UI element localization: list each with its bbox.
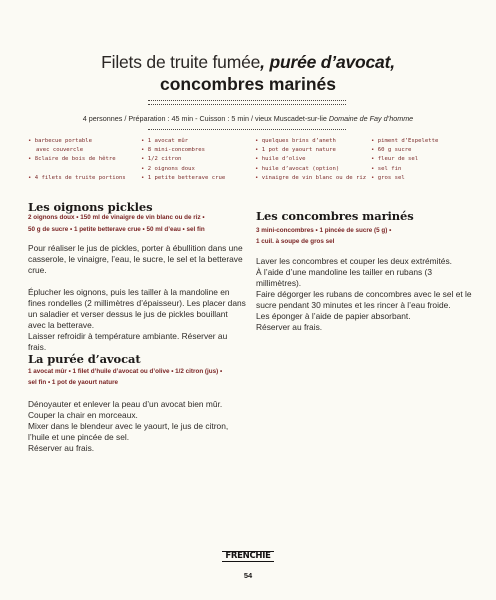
instruction-paragraph: Réserver au frais. xyxy=(28,443,95,453)
ingredient-item: • vinaigre de vin blanc ou de riz xyxy=(255,174,367,181)
ingredient-item: • fleur de sel xyxy=(371,156,419,163)
pickles-ingredients-line-2: 50 g de sucre • 1 petite betterave crue • 50 ml d’eau • sel fin xyxy=(28,226,205,233)
instruction-paragraph: Mixer dans le blendeur avec le yaourt, le jus de citron, l’huile et une pincée de sel. xyxy=(28,421,229,442)
recipe-title xyxy=(0,52,496,95)
avocat-ingredients-line-2: sel fin • 1 pot de yaourt nature xyxy=(28,379,119,386)
ingredient-item: • gros sel xyxy=(371,174,405,181)
ingredients-col-3 xyxy=(255,137,365,183)
instruction-paragraph: À l’aide d’une mandoline les tailler en rubans (3 millimètres). xyxy=(256,267,432,288)
ingredient-item: • 60 g sucre xyxy=(371,147,412,154)
ingredient-item: • piment d’Espelette xyxy=(371,138,439,144)
instruction-paragraph: Dénoyauter et enlever la peau d’un avocat bien mûr. Couper la chair en morceaux. xyxy=(28,399,223,420)
concombres-heading: Les concombres marinés xyxy=(256,209,414,223)
instruction-paragraph: Laver les concombres et couper les deux extrémités. xyxy=(256,256,452,266)
instruction-paragraph: Éplucher les oignons, puis les tailler à la mandoline en fines rondelles (2 millimètres d’épaisseur). Les placer dans un saladier et verser dessus le jus de pickles bouillant avec la betterave. xyxy=(28,287,246,330)
recipe-subtitle xyxy=(0,114,496,123)
subtitle-text: 4 personnes / Préparation : 45 min - Cuisson : 5 min / vieux Muscadet-sur-lie xyxy=(82,114,329,123)
ingredient-item: • 8claire de bois de hêtre xyxy=(28,156,116,163)
ingredients-col-2 xyxy=(141,137,251,183)
ingredient-item: • 1/2 citron xyxy=(141,156,182,163)
ingredient-spacer xyxy=(28,165,138,174)
ingredient-item: • 1 avocat mûr xyxy=(141,138,189,144)
concombres-instructions xyxy=(256,256,478,344)
instruction-paragraph: Pour réaliser le jus de pickles, porter à ébullition dans une casserole, le vinaigre, l’eau, le sucre, le sel et la betterave crue. xyxy=(28,243,243,275)
ingredient-item: • 8 mini-concombres xyxy=(141,147,206,154)
ingredients-col-4 xyxy=(371,137,481,183)
title-line-1 xyxy=(0,52,496,72)
ingredient-item: • huile d’olive xyxy=(255,156,306,163)
title-plain: Filets de truite fumée xyxy=(101,52,261,72)
ingredients-col-1 xyxy=(28,137,138,183)
avocat-ingredients-line-1: 1 avocat mûr • 1 filet d’huile d’avocat ou d’olive • 1/2 citron (jus) • xyxy=(28,368,223,375)
pickles-heading: Les oignons pickles xyxy=(28,200,153,214)
ingredient-item-continued: avec couvercle xyxy=(36,147,84,154)
ingredient-item: • 1 petite betterave crue xyxy=(141,174,226,181)
ingredient-item: • 4 filets de truite portions xyxy=(28,174,126,181)
instruction-paragraph: Les éponger à l’aide de papier absorbant. xyxy=(256,311,411,321)
avocat-heading: La purée d’avocat xyxy=(28,352,141,366)
pickles-instructions xyxy=(28,243,246,364)
ingredient-item: • quelques brins d’aneth xyxy=(255,138,336,144)
dotted-rule-top-2 xyxy=(148,104,346,105)
subtitle-wine: Domaine de Fay d’homme xyxy=(328,114,414,123)
dotted-rule-bottom xyxy=(148,129,346,130)
concombres-ingredients-line-1: 3 mini-concombres • 1 pincée de sucre (5 g) • xyxy=(256,227,392,234)
ingredient-item: • barbecue portable xyxy=(28,138,93,144)
title-line-2: concombres marinés xyxy=(159,74,337,94)
page-number: 54 xyxy=(243,571,253,580)
concombres-ingredients-line-2: 1 cuil. à soupe de gros sel xyxy=(256,238,335,245)
instruction-paragraph: Laisser refroidir à température ambiante. Réserver au frais. xyxy=(28,331,228,352)
ingredient-item: • 1 pot de yaourt nature xyxy=(255,147,336,154)
instruction-paragraph: Faire dégorger les rubans de concombres avec le sel et le sucre pendant 30 minutes et les rincer à l’eau froide. xyxy=(256,289,472,310)
title-emphasis: , purée d’avocat, xyxy=(260,52,395,72)
avocat-instructions xyxy=(28,399,250,465)
ingredient-item: • 2 oignons doux xyxy=(141,165,195,172)
dotted-rule-top xyxy=(148,100,346,101)
instruction-paragraph: Réserver au frais. xyxy=(256,322,323,332)
logo-text: FRENCHIE xyxy=(222,551,273,562)
pickles-ingredients-line-1: 2 oignons doux • 150 ml de vinaigre de vin blanc ou de riz • xyxy=(28,214,205,221)
ingredient-item: • sel fin xyxy=(371,165,402,172)
ingredient-item: • huile d’avocat (option) xyxy=(255,165,340,172)
frenchie-logo xyxy=(0,551,496,562)
